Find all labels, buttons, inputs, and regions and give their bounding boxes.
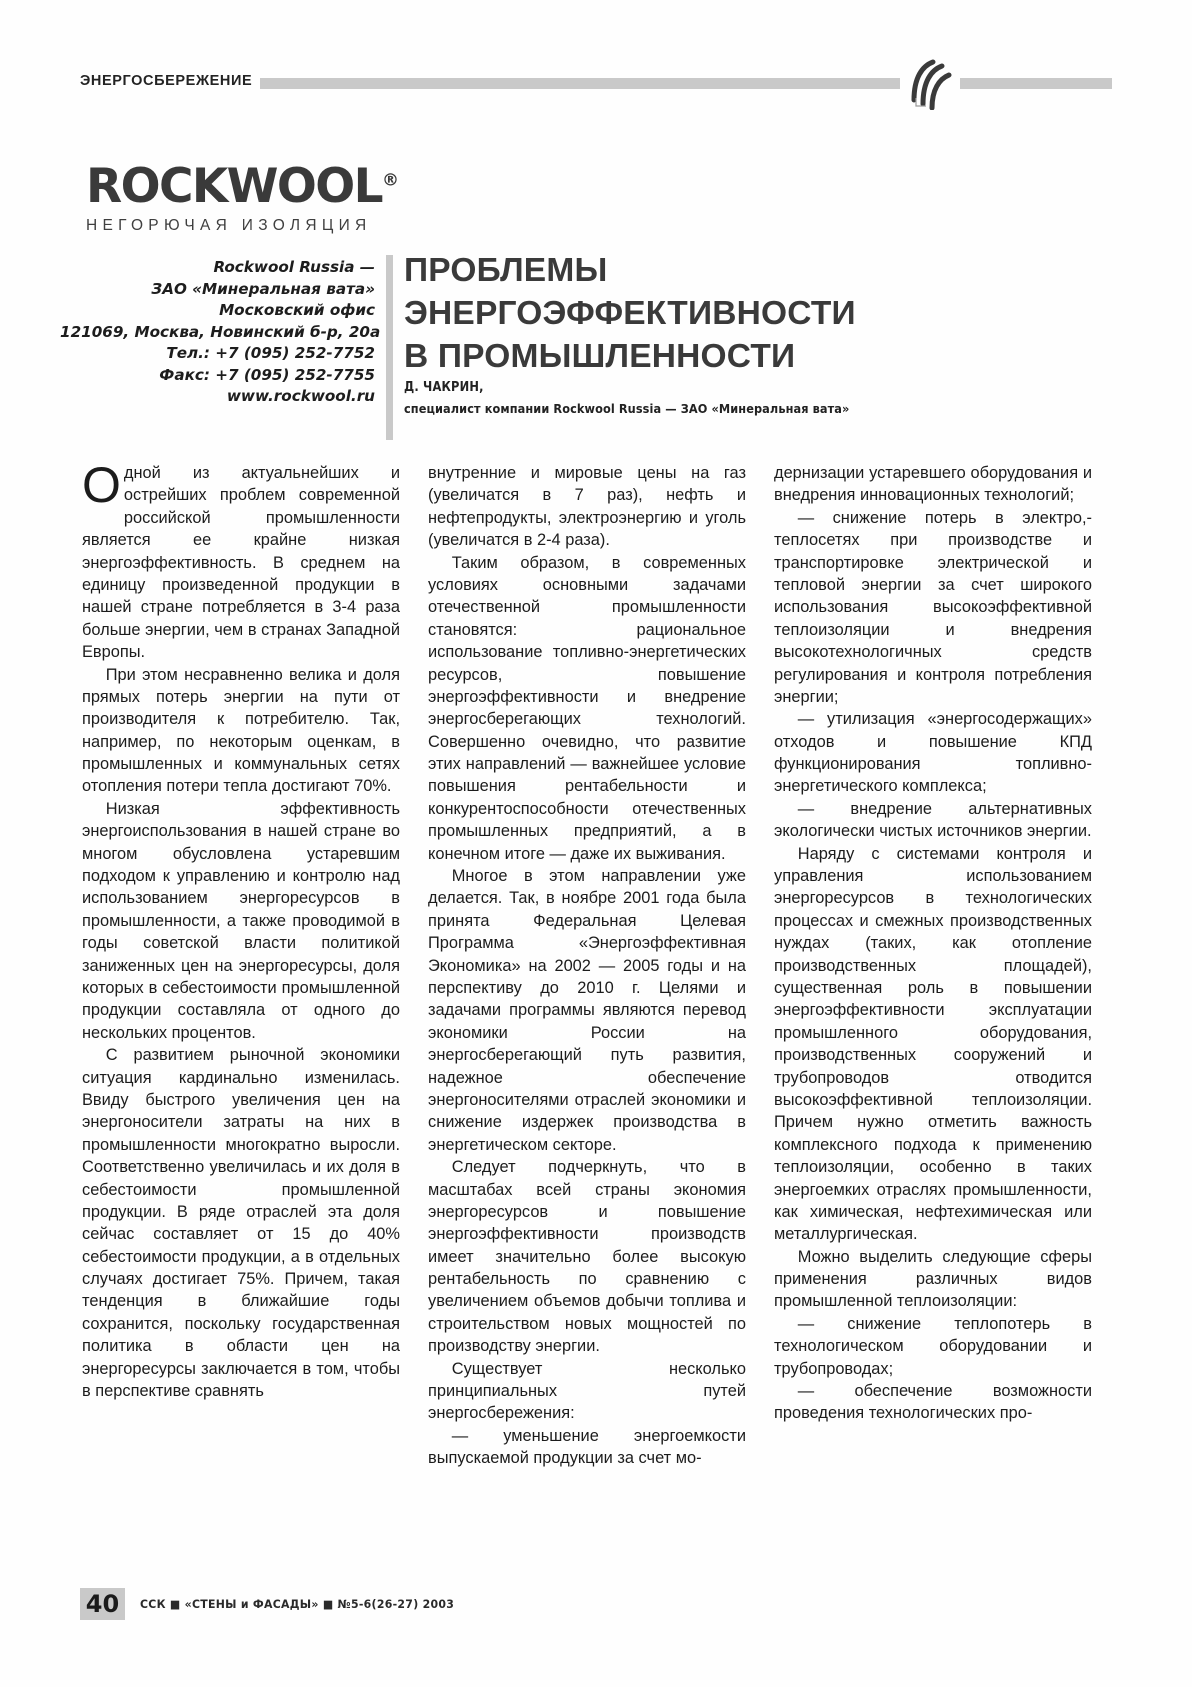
page-footer (80, 1588, 1112, 1622)
contact-line-address: 121069, Москва, Новинский б-р, 20а (60, 322, 381, 341)
contact-line-phone: Тел.: +7 (095) 252-7752 (166, 344, 375, 363)
page-number: 40 (80, 1588, 125, 1620)
brand-wordmark (86, 159, 399, 214)
author-name: Д. ЧАКРИН, (404, 380, 484, 395)
brand-tagline: НЕГОРЮЧАЯ ИЗОЛЯЦИЯ (86, 216, 372, 234)
running-head (80, 70, 1112, 92)
paragraph: дернизации устаревшего оборудования и внедрения инновационных технологий; (774, 464, 1092, 505)
paragraph: — уменьшение энергоемкости выпускаемой продукции за счет мо- (428, 1426, 746, 1468)
rockwool-logo (86, 159, 399, 235)
vertical-divider (386, 255, 393, 440)
paragraph: — внедрение альтернативных экологически чистых источников энергии. (774, 799, 1092, 841)
contact-block (60, 257, 381, 408)
contact-line-entity: ЗАО «Минеральная вата» (151, 279, 375, 298)
contact-line-fax: Факс: +7 (095) 252-7755 (159, 365, 375, 384)
paragraph: Низкая эффективность энергоиспользования в нашей стране во многом обусловлена устаревшим подходом к управлению и контролю над использованием энергоресурсов в промышленности, а также проводимой в годы советской власти политикой заниженных цен на энергоресурсы, доля которых в себестоимости промышленной продукции составляла от одного до нескольких процентов. (82, 799, 400, 1042)
paragraph: Следует подчеркнуть, что в масштабах всей страны экономия энергоресурсов и повышение энергоэффективности производств имеет значительно более высокую рентабельность по сравнению с увеличением объемов добычи топлива и строительством новых мощностей по производству энергии. (428, 1158, 746, 1356)
article-body (82, 457, 1112, 1537)
title-line-1: ПРОБЛЕМЫ (404, 252, 608, 289)
author-role: специалист компании Rockwool Russia — ЗАО «Минеральная вата» (404, 401, 850, 416)
article-title (404, 250, 1104, 379)
paragraph: — обеспечение возможности проведения технологических про- (774, 1382, 1092, 1423)
paragraph: внутренние и мировые цены на газ (увеличатся в 7 раз), нефть и нефтепродукты, электроэнергию и уголь (увеличатся в 2-4 раза). (428, 464, 746, 550)
byline (404, 380, 1104, 416)
paragraph: Одной из актуальнейших и острейших проблем современной российской промышленности является ее крайне низкая энергоэффективность. В среднем на единицу произведенной продукции в нашей стране потребляется в 3-4 раза больше энергии, чем в странах Западной Европы. (82, 457, 400, 662)
body-column-1 (82, 457, 400, 1537)
body-column-3 (774, 462, 1092, 1537)
paragraph: Можно выделить следующие сферы применения различных видов промышленной теплоизоляции: (774, 1247, 1092, 1311)
paragraph: Наряду с системами контроля и управления использованием энергоресурсов в технологических процессах и смежных производственных нуждах (таких, как отопление производственных площадей), существенная роль в повышении энергоэффективности эксплуатации промышленного оборудования, производственных сооружений и трубопроводов отводится высокоэффективной теплоизоляции. Причем нужно отметить важность комплексного подхода к применению теплоизоляции, особенно в таких энергоемких отраслях промышленности, как химическая, нефтехимическая или металлургическая. (774, 844, 1092, 1244)
swoosh-arcs-icon (900, 56, 960, 110)
title-line-2: ЭНЕРГОЭФФЕКТИВНОСТИ (404, 294, 856, 332)
section-title: ЭНЕРГОСБЕРЕЖЕНИЕ (80, 70, 260, 92)
contact-line-office: Московский офис (219, 301, 375, 320)
paragraph: Существует несколько принципиальных путей энергосбережения: (428, 1359, 746, 1423)
body-column-2 (428, 462, 746, 1537)
paragraph: — снижение теплопотерь в технологическом оборудовании и трубопроводах; (774, 1314, 1092, 1378)
paragraph: С развитием рыночной экономики ситуация кардинально изменилась. Ввиду быстрого увеличения цен на энергоносители затраты на них в промышленности многократно выросли. Соответственно увеличилась и их доля в себестоимости промышленной продукции. В ряде отраслей эта доля сейчас составляет от 15 до 40% себестоимости продукции, а в отдельных случаях достигает 75%. Причем, такая тенденция в ближайшие годы сохранится, поскольку государственная политика в области цен на энергоресурсы заключается в том, чтобы в перспективе сравнять (82, 1046, 400, 1401)
paragraph: При этом несравненно велика и доля прямых потерь энергии на пути от производителя к потребителю. Так, например, по некоторым оценкам, в промышленных и коммунальных сетях отопления потери тепла достигают 70%. (82, 665, 400, 796)
brand-name: ROCKWOOL (86, 159, 382, 214)
paragraph: — утилизация «энергосодержащих» отходов и повышение КПД функционирования топливно-энергетического комплекса; (774, 710, 1092, 796)
paragraph: Многое в этом направлении уже делается. Так, в ноябре 2001 года была принята Федеральная Целевая Программа «Энергоэффективная Экономика» на 2002 — 2005 годы и на перспективу до 2010 г. Целями и задачами программы являются перевод экономики России на энергосберегающий путь развития, надежное обеспечение энергоносителями отраслей экономики и снижение издержек производства в энергетическом секторе. (428, 867, 746, 1154)
contact-line-website[interactable]: www.rockwool.ru (226, 387, 375, 406)
contact-line-company: Rockwool Russia — (213, 258, 375, 276)
paragraph: Таким образом, в современных условиях основными задачами отечественной промышленности становятся: рациональное использование топливно-энергетических ресурсов, повышение энергоэффективности и внедрение энергосберегающих технологий. Совершенно очевидно, что развитие этих направлений — важнейшее условие повышения рентабельности и конкурентоспособности отечественных промышленных предприятий, а в конечном итоге — даже их выживания. (428, 553, 746, 863)
paragraph: — снижение потерь в электро,-теплосетях при производстве и транспортировке электрической и тепловой энергии за счет широкого использования высокоэффективной теплоизоляции и внедрения высокотехнологичных средств регулирования и контроля потребления энергии; (774, 508, 1092, 706)
registered-mark: ® (381, 170, 399, 191)
publication-meta: ССК ■ «СТЕНЫ и ФАСАДЫ» ■ №5-6(26-27) 2003 (140, 1597, 455, 1611)
title-line-3: В ПРОМЫШЛЕННОСТИ (404, 337, 796, 375)
